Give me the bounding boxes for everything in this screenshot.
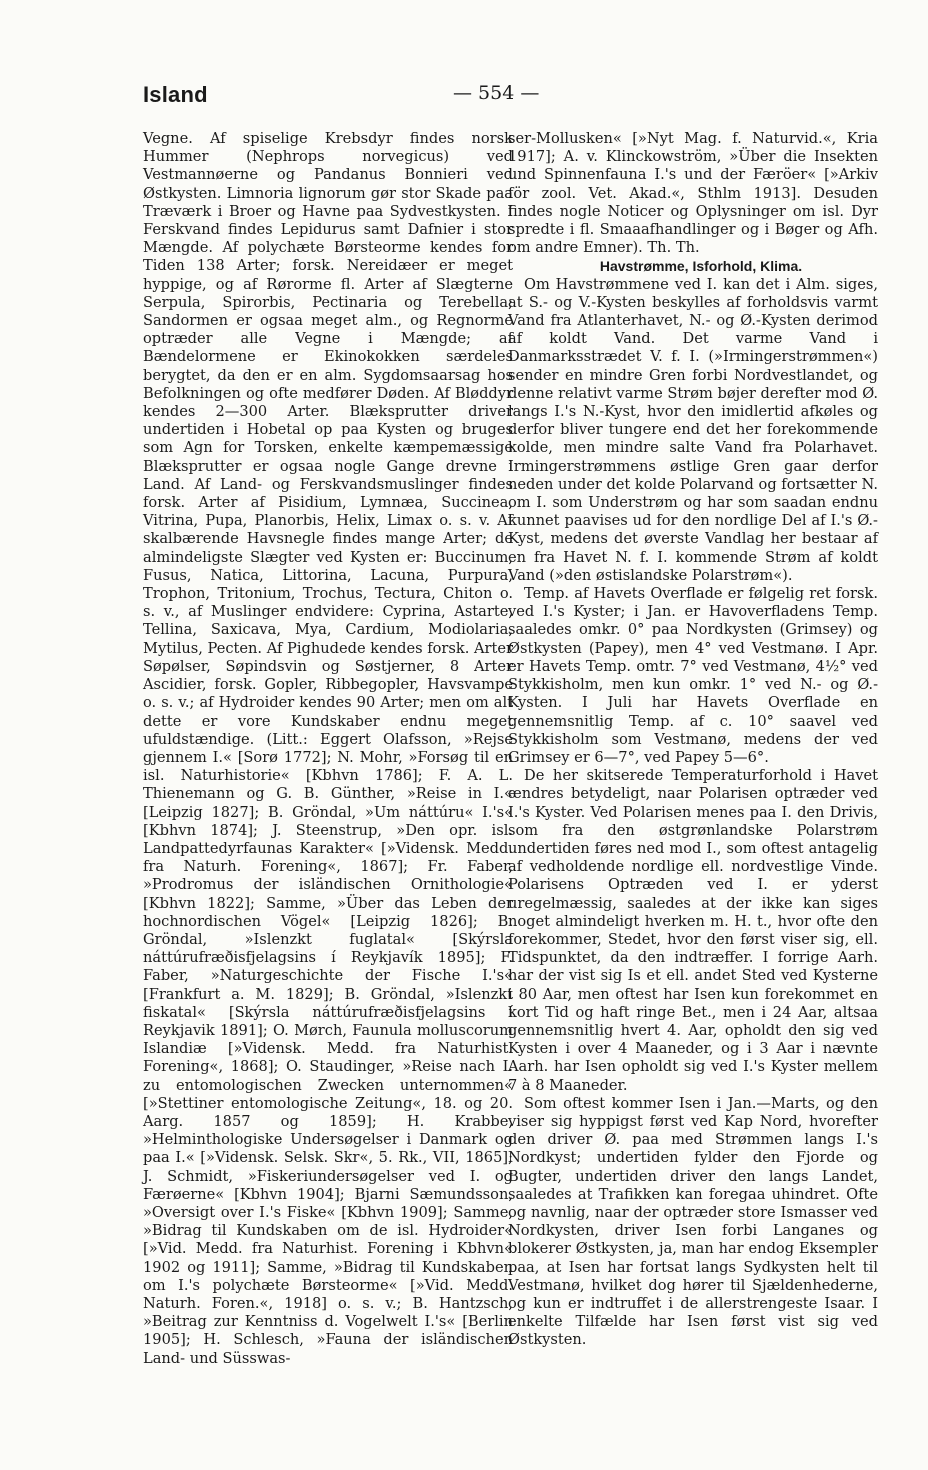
page-number: — 554 — [453, 82, 540, 104]
section-heading: Havstrømme, Isforhold, Klima. [599, 258, 803, 275]
body-paragraph: Temp. af Havets Overflade er følgelig ret forsk. ved I.'s Kyster; i Jan. er Havoverfladens Temp. saaledes omkr. 0° paa Nordkysten (Grimsey) og Østkysten (Papey), men 4° ved Vestmanø. I Apr. er Havets Temp. omtr. 7° ved Vestmanø, 4½° ved Stykkisholm, men kun omkr. 1° ved N.- og Ø.-Kysten. I Juli har Havets Overflade en gennemsnitlig Temp. af c. 10° saavel ved Stykkisholm som Vestmanø, medens der ved Grimsey er 6—7°, ved Papey 5—6°. [508, 585, 878, 766]
continued-paragraph: ser-Mollusken« [»Nyt Mag. f. Naturvid.«, Kria 1917]; A. v. Klinckowström, »Über die Insekten und Spinnenfauna I.'s und der Færöer« [»Arkiv för zool. Vet. Akad.«, Sthlm 1913]. Desuden findes nogle Noticer og Oplysninger om isl. Dyr spredte i fl. Smaaafhandlinger og i Bøger og Afh. om andre Emner). Th. Th. [508, 130, 878, 257]
body-paragraph: Som oftest kommer Isen i Jan.—Marts, og den viser sig hyppigst først ved Kap Nord, hvorefter den driver Ø. paa med Strømmen langs I.'s Nordkyst; undertiden fylder den Fjorde og Bugter, undertiden driver den langs Landet, saaledes at Trafikken kan foregaa uhindret. Ofte og navnlig, naar der optræder store Ismasser ved Nordkysten, driver Isen forbi Langanes og blokerer Østkysten, ja, man har endog Eksempler paa, at Isen har fortsat langs Sydkysten helt til Vestmanø, hvilket dog hører til Sjældenhederne, og kun er indtruffet i de allerstrengeste Isaar. I enkelte Tilfælde har Isen først vist sig ved Østkysten. [508, 1094, 878, 1349]
body-paragraph: Om Havstrømmene ved I. kan det i Alm. siges, at S.- og V.-Kysten beskylles af forholdsvis varmt Vand fra Atlanterhavet, N.- og Ø.-Kysten derimod af koldt Vand. Det varme Vand i Danmarksstrædet V. f. I. (»Irmingerstrømmen«) sender en mindre Gren forbi Nordvestlandet, og denne relativt varme Strøm bøjer derefter mod Ø. langs I.'s N.-Kyst, hvor den imidlertid afkøles og derfor bliver tungere end det her forekommende kolde, men mindre salte Vand fra Polarhavet. Irmingerstrømmens østlige Gren gaar derfor neden under det kolde Polarvand og fortsætter N. om I. som Understrøm og har som saadan endnu kunnet paavises ud for den nordlige Del af I.'s Ø.-Kyst, medens det øverste Vandlag her bestaar af en fra Havet N. f. I. kommende Strøm af koldt Vand (»den østislandske Polarstrøm«). [508, 275, 878, 584]
right-column [508, 130, 878, 1350]
page-header [143, 82, 779, 112]
running-title: Island [143, 82, 208, 107]
left-paragraph: Vegne. Af spiselige Krebsdyr findes norsk Hummer (Nephrops norvegicus) ved Vestmannøerne og Pandanus Bonnieri ved Østkysten. Limnoria lignorum gør stor Skade paa Træværk i Broer og Havne paa Sydvestkysten. I Ferskvand findes Lepidurus samt Dafnier i stor Mængde. Af polychæte Børsteorme kendes for Tiden 138 Arter; forsk. Nereidæer er meget hyppige, og af Rørorme fl. Arter af Slægterne Serpula, Spirorbis, Pectinaria og Terebella; Sandormen er ogsaa meget alm., og Regnorme optræder alle Vegne i Mængde; af Bændelormene er Ekinokokken særdeles berygtet, da den er en alm. Sygdomsaarsag hos Befolkningen og ofte medfører Døden. Af Bløddyr kendes 2—300 Arter. Blæksprutter driver undertiden i Hobetal op paa Kysten og bruges som Agn for Torsken, enkelte kæmpemæssige Blæksprutter er ogsaa nogle Gange drevne i Land. Af Land- og Ferskvandsmuslinger findes forsk. Arter af Pisidium, Lymnæa, Succinea, Vitrina, Pupa, Planorbis, Helix, Limax o. s. v. Af skalbærende Havsnegle findes mange Arter; de almindeligste Slægter ved Kysten er: Buccinum, Fusus, Natica, Littorina, Lacuna, Purpura, Trophon, Tritonium, Trochus, Tectura, Chiton o. s. v., af Muslinger endvidere: Cyprina, Astarte, Tellina, Saxicava, Mya, Cardium, Modiolaria, Mytilus, Pecten. Af Pighudede kendes forsk. Arter Søpølser, Søpindsvin og Søstjerner, 8 Arter Ascidier, forsk. Gopler, Ribbegopler, Havsvampe o. s. v.; af Hydroider kendes 90 Arter; men om alt dette er vore Kundskaber endnu meget ufuldstændige. (Litt.: Eggert Olafsson, »Rejse gjennem I.« [Sorø 1772]; N. Mohr, »Forsøg til en isl. Naturhistorie« [Kbhvn 1786]; F. A. L. Thienemann og G. B. Günther, »Reise in I.« [Leipzig 1827]; B. Gröndal, »Um náttúru« I.'s« [Kbhvn 1874]; J. Steenstrup, »Den opr. isl. Landpattedyrfaunas Karakter« [»Vidensk. Medd. fra Naturh. Forening«, 1867]; Fr. Faber, »Prodromus der isländischen Ornithologie« [Kbhvn 1822]; Samme, »Über das Leben der hochnordischen Vögel« [Leipzig 1826]; B. Gröndal, »Islenzkt fuglatal« [Skýrsla náttúrufræðisfjelagsins í Reykjavík 1895]; F. Faber, »Naturgeschichte der Fische I.'s« [Frankfurt a. M. 1829]; B. Gröndal, »Islenzkt fiskatal« [Skýrsla náttúrufræðisfjelagsins í Reykjavik 1891]; O. Mørch, Faunula molluscorum Islandiæ [»Vidensk. Medd. fra Naturhist. Forening«, 1868]; O. Staudinger, »Reise nach I. zu entomologischen Zwecken unternommen« [»Stettiner entomologische Zeitung«, 18. og 20. Aarg. 1857 og 1859]; H. Krabbe, »Helminthologiske Undersøgelser i Danmark og paa I.« [»Vidensk. Selsk. Skr«, 5. Rk., VII, 1865]; J. Schmidt, »Fiskeriundersøgelser ved I. og Færøerne« [Kbhvn 1904]; Bjarni Sæmundsson, »Oversigt over I.'s Fiske« [Kbhvn 1909]; Samme, »Bidrag til Kundskaben om de isl. Hydroider« [»Vid. Medd. fra Naturhist. Forening i Kbhvn« 1902 og 1911]; Samme, »Bidrag til Kundskaben om I.'s polychæte Børsteorme« [»Vid. Medd. Naturh. Foren.«, 1918] o. s. v.; B. Hantzsch, »Beitrag zur Kenntniss d. Vogelwelt I.'s« [Berlin 1905]; H. Schlesch, »Fauna der isländischen Land- und Süsswas- [143, 130, 514, 1367]
body-paragraph: De her skitserede Temperaturforhold i Havet ændres betydeligt, naar Polarisen optræder ved I.'s Kyster. Ved Polarisen menes paa I. den Drivis, som fra den østgrønlandske Polarstrøm undertiden føres ned mod I., som oftest antagelig af vedholdende nordlige ell. nordvestlige Vinde. Polarisens Optræden ved I. er yderst uregelmæssig, saaledes at der ikke kan siges noget almindeligt hverken m. H. t., hvor ofte den forekommer, Stedet, hvor den først viser sig, ell. Tidspunktet, da den indtræffer. I forrige Aarh. har der vist sig Is et ell. andet Sted ved Kysterne i 80 Aar, men oftest har Isen kun forekommet en kort Tid og haft ringe Bet., men i 24 Aar, altsaa gennemsnitlig hvert 4. Aar, opholdt den sig ved Kysten i over 4 Maaneder, og i 3 Aar i nævnte Aarh. har Isen opholdt sig ved I.'s Kyster mellem 7 à 8 Maaneder. [508, 767, 878, 1094]
left-column [143, 130, 513, 1368]
